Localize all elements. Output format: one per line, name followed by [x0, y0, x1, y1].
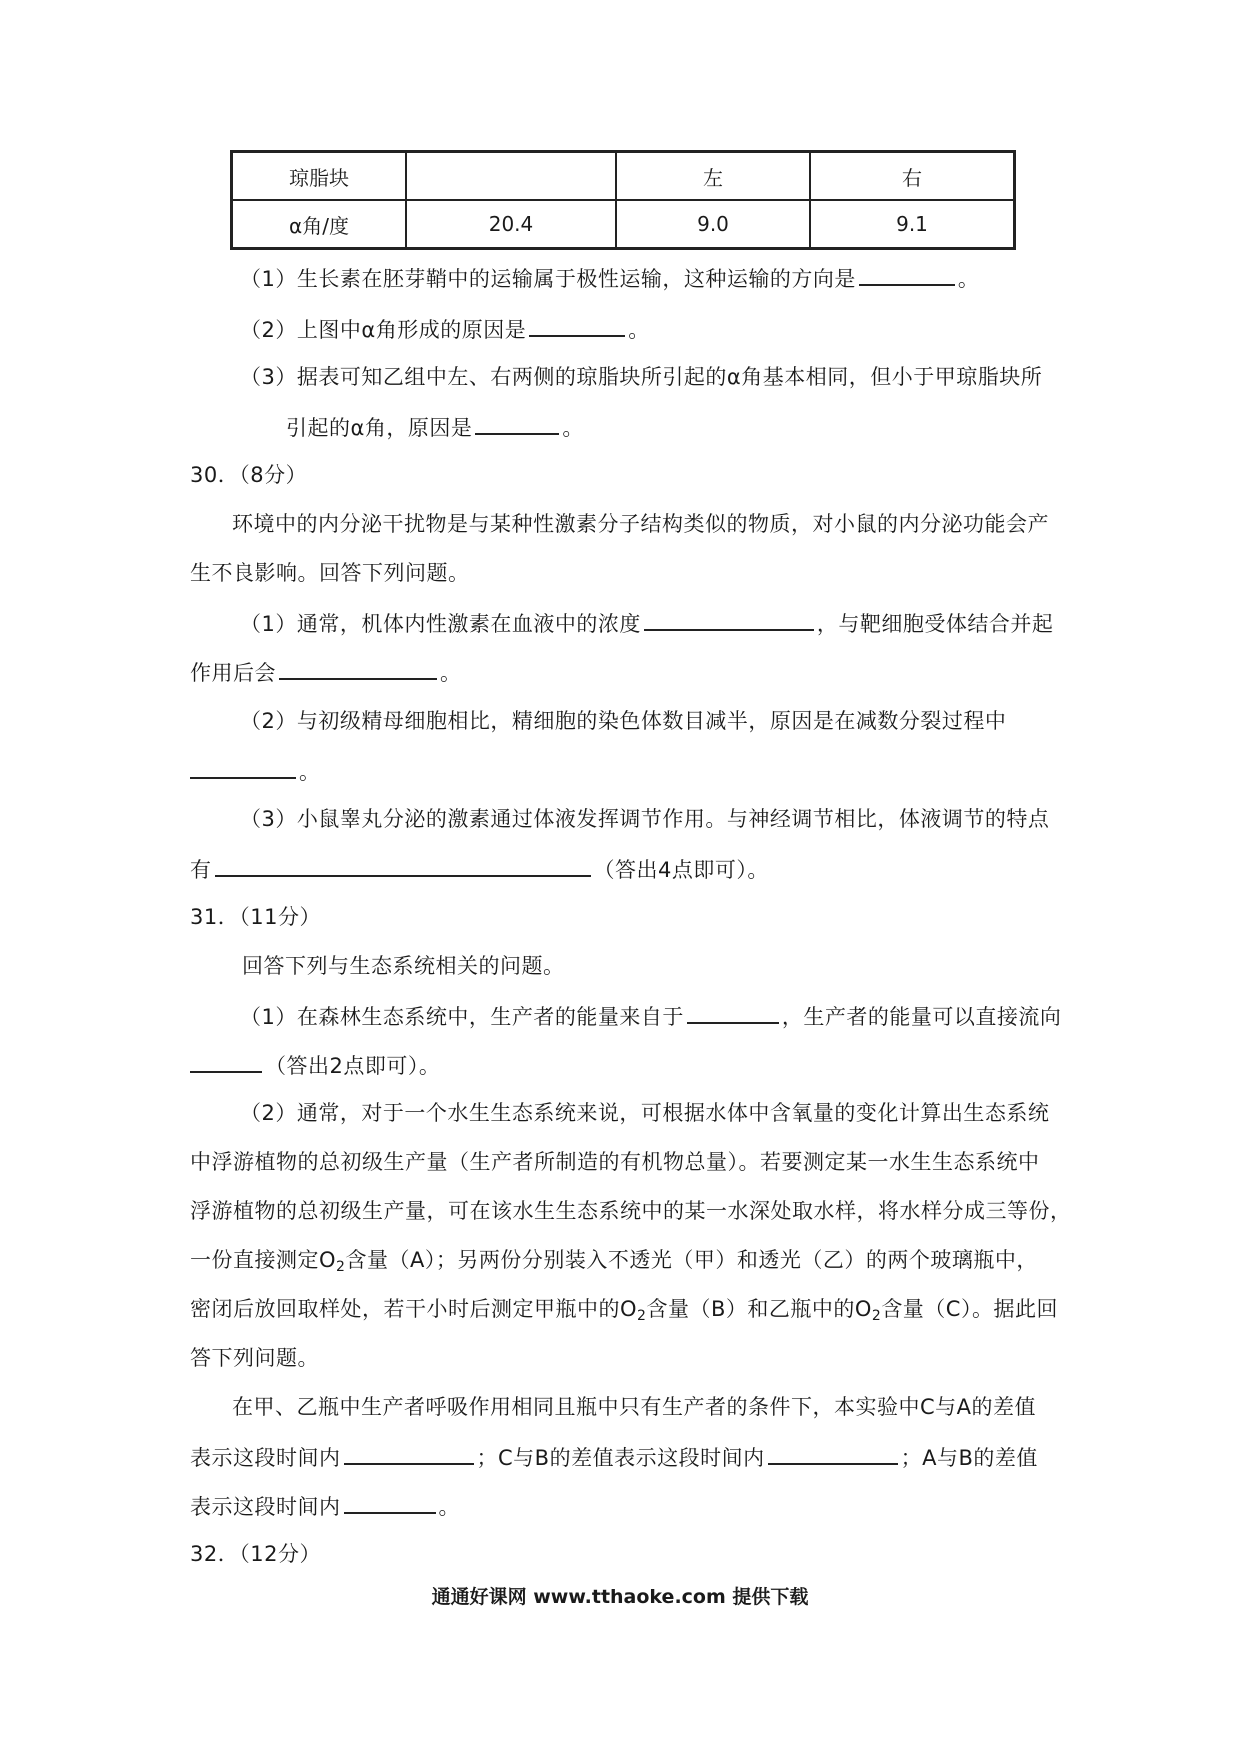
- q30-part1-line1: [240, 607, 1053, 639]
- page-footer: 通通好课网 www.tthaoke.com 提供下载: [431, 1586, 809, 1608]
- q30-part3-text: 有: [190, 858, 212, 882]
- answer-blank[interactable]: [190, 1049, 262, 1073]
- q29-part3-text: 引起的α角，原因是: [286, 416, 473, 440]
- q30-part1-line2-end: 。: [440, 661, 462, 685]
- table-cell: 20.4: [406, 200, 616, 249]
- subscript: 2: [637, 1308, 647, 1324]
- q30-part2-line2: [190, 755, 321, 787]
- table-cell: 琼脂块: [232, 152, 407, 201]
- answer-blank[interactable]: [279, 656, 437, 680]
- answer-blank[interactable]: [687, 1000, 779, 1024]
- q31-text: 。: [438, 1495, 460, 1519]
- table-cell: 左: [616, 152, 810, 201]
- q31-part1-text: （1）在森林生态系统中，生产者的能量来自于: [240, 1005, 684, 1029]
- q31-part3-line2: [190, 1441, 1038, 1473]
- q31-text: 密闭后放回取样处，若干小时后测定甲瓶中的O: [190, 1297, 638, 1321]
- answer-blank[interactable]: [768, 1441, 898, 1465]
- subscript: 2: [336, 1259, 346, 1275]
- q29-part2: [240, 313, 650, 345]
- q31-part1-end: （答出2点即可）。: [265, 1054, 441, 1078]
- q29-part3-line1: （3）据表可知乙组中左、右两侧的琼脂块所引起的α角基本相同，但小于甲琼脂块所: [240, 365, 1043, 389]
- q31-text: ；A与B的差值: [900, 1446, 1038, 1470]
- q30-part3-line1: （3）小鼠睾丸分泌的激素通过体液发挥调节作用。与神经调节相比，体液调节的特点: [240, 807, 1050, 831]
- answer-blank[interactable]: [344, 1490, 436, 1514]
- q29-part3-end: 。: [562, 416, 584, 440]
- q31-text: 含量（A）；另两份分别装入不透光（甲）和透光（乙）的两个玻璃瓶中，: [345, 1248, 1038, 1272]
- q31-text: 表示这段时间内: [190, 1495, 341, 1519]
- answer-blank[interactable]: [859, 262, 955, 286]
- q29-part3-line2: [286, 411, 584, 443]
- table-row: [232, 152, 1015, 201]
- q31-part1-line1: [240, 1000, 1061, 1032]
- q31-part2-line3: 浮游植物的总初级生产量，可在该水生生态系统中的某一水深处取水样，将水样分成三等份，: [190, 1199, 1072, 1223]
- q29-part1-end: 。: [957, 267, 980, 291]
- q31-text: 表示这段时间内: [190, 1446, 341, 1470]
- q31-text: ；C与B的差值表示这段时间内: [476, 1446, 765, 1470]
- answer-blank[interactable]: [475, 411, 559, 435]
- q31-text: 含量（B）和乙瓶中的O: [646, 1297, 872, 1321]
- q30-part1-text-end: ，与靶细胞受体结合并起: [816, 612, 1054, 636]
- q30-part3-line2: [190, 853, 769, 885]
- q30-part3-end: （答出4点即可）。: [593, 858, 769, 882]
- q31-part2-line4: [190, 1245, 1038, 1282]
- answer-blank[interactable]: [215, 853, 591, 877]
- q31-part2-line2: 中浮游植物的总初级生产量（生产者所制造的有机物总量）。若要测定某一水生生态系统中: [190, 1150, 1040, 1174]
- q30-part1-text: （1）通常，机体内性激素在血液中的浓度: [240, 612, 641, 636]
- q31-part3-line1: 在甲、乙瓶中生产者呼吸作用相同且瓶中只有生产者的条件下，本实验中C与A的差值: [232, 1395, 1037, 1419]
- answer-blank[interactable]: [644, 607, 814, 631]
- q31-header: 31．（11分）: [190, 905, 321, 929]
- table-row: [232, 200, 1015, 249]
- q30-part2-line1: （2）与初级精母细胞相比，精细胞的染色体数目减半，原因是在减数分裂过程中: [240, 709, 1007, 733]
- q30-part1-line2-text: 作用后会: [190, 661, 276, 685]
- q30-part1-line2: [190, 656, 462, 688]
- q29-part2-end: 。: [628, 318, 650, 342]
- table-cell: 9.1: [810, 200, 1015, 249]
- table-cell: 9.0: [616, 200, 810, 249]
- q30-intro-line2: 生不良影响。回答下列问题。: [190, 561, 470, 585]
- answer-blank[interactable]: [529, 313, 625, 337]
- q30-intro-line1: 环境中的内分泌干扰物是与某种性激素分子结构类似的物质，对小鼠的内分泌功能会产: [232, 512, 1049, 536]
- answer-blank[interactable]: [344, 1441, 474, 1465]
- q31-text: 一份直接测定O: [190, 1248, 337, 1272]
- q31-part2-line5: [190, 1294, 1058, 1331]
- q31-part2-line6: 答下列问题。: [190, 1346, 319, 1370]
- q29-part1-text: （1）生长素在胚芽鞘中的运输属于极性运输，这种运输的方向是: [240, 267, 856, 291]
- agar-angle-table: [230, 150, 1016, 250]
- q31-part3-line3: [190, 1490, 460, 1522]
- subscript: 2: [871, 1308, 882, 1324]
- q31-part2-line1: （2）通常，对于一个水生生态系统来说，可根据水体中含氧量的变化计算出生态系统: [240, 1101, 1050, 1125]
- table-cell: α角/度: [232, 200, 407, 249]
- q31-part1-text-mid: ，生产者的能量可以直接流向: [781, 1005, 1062, 1029]
- q31-part1-line2: [190, 1049, 440, 1081]
- q32-header: 32．（12分）: [190, 1542, 321, 1566]
- answer-blank[interactable]: [190, 755, 296, 779]
- q29-part1: [240, 262, 979, 294]
- q30-part2-end: 。: [299, 760, 321, 784]
- q29-part2-text: （2）上图中α角形成的原因是: [240, 318, 527, 342]
- q30-header: 30．（8分）: [190, 463, 308, 487]
- q31-intro: 回答下列与生态系统相关的问题。: [242, 954, 565, 978]
- q31-text: 含量（C）。据此回: [881, 1297, 1058, 1321]
- table-cell: 右: [810, 152, 1015, 201]
- table-cell: [406, 152, 616, 201]
